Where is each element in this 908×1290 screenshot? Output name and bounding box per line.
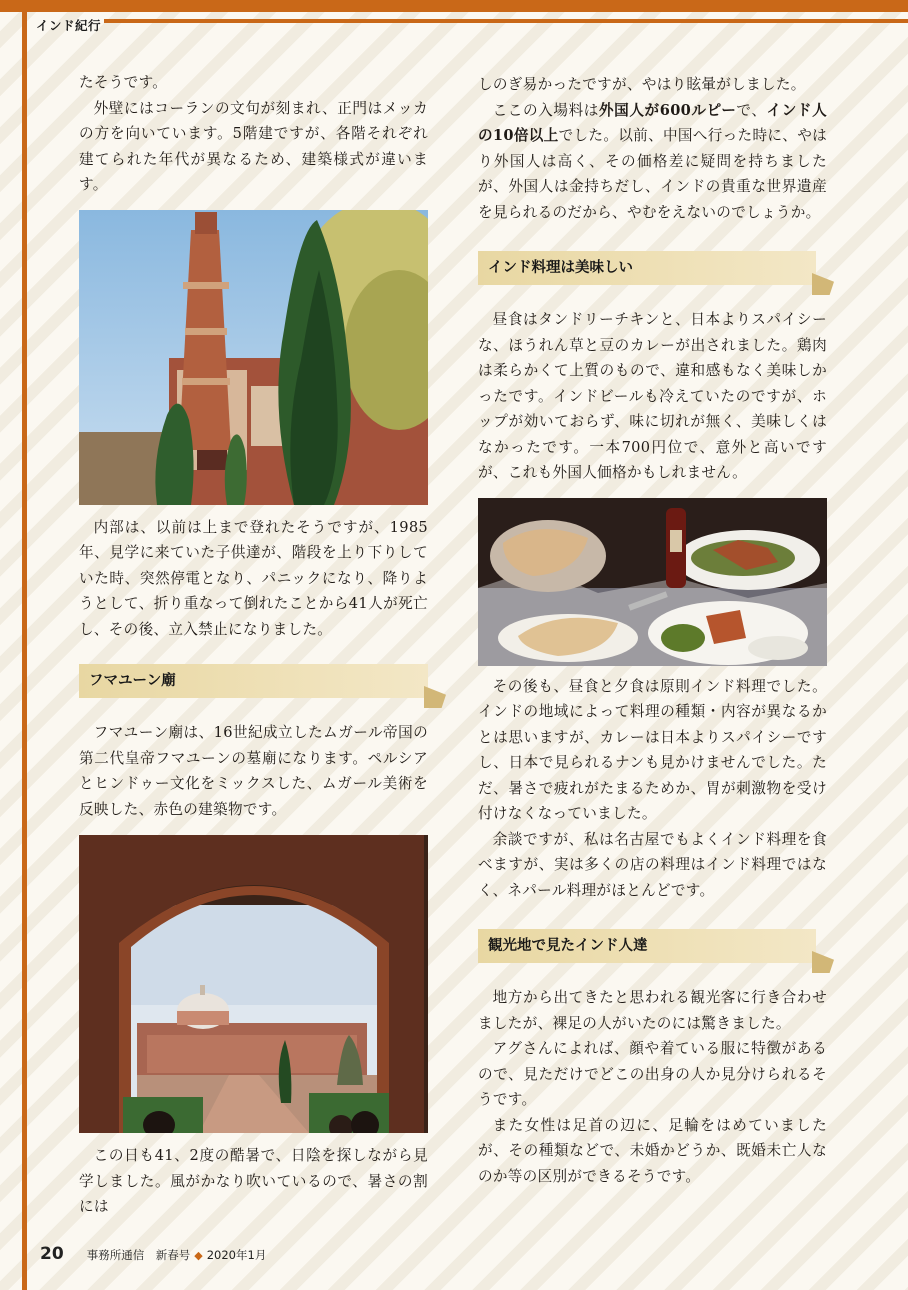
heading-indian-food xyxy=(478,251,816,285)
right-para-2-mid: で、 xyxy=(736,101,767,119)
left-para-3: 内部は、以前は上まで登れたそうですが、1985年、見学に来ていた子供達が、階段を上り下りしていた時、突然停電となり、パニックになり、降りようとして、折り重なって倒れたことから41人が死亡し、その後、立入禁止になりました。 xyxy=(79,518,428,638)
right-para-2 xyxy=(478,98,827,226)
heading-ribbon-fold xyxy=(812,273,834,295)
left-para-1: たそうです。 xyxy=(79,74,168,91)
right-para-2-pre: ここの入場料は xyxy=(492,101,599,119)
page-number: 20 xyxy=(40,1244,64,1264)
right-para-5: 余談ですが、私は名古屋でもよくインド料理を食べますが、実は多くの店の料理はインド料理ではなく、ネパール料理がほとんどです。 xyxy=(478,830,827,899)
right-para-7: アグさんによれば、顔や着ている服に特徴があるので、見ただけでどこの出身の人か見分けられるそうです。 xyxy=(478,1040,827,1108)
right-para-3: 昼食はタンドリーチキンと、日本よりスパイシーな、ほうれん草と豆のカレーが出されました。鶏肉は柔らかくて上質のもので、違和感もなく美味しかったです。インドビールも冷えていたのですが、ホップが効いておらず、味に切れが無く、美味しくはなかったです。一本700円位で、意外と高いですが、これも外国人価格かもしれません。 xyxy=(478,311,827,481)
heading-indian-food-text: インド料理は美味しい xyxy=(488,260,633,276)
left-para-5: この日も41、2度の酷暑で、日陰を探しながら見学しました。風がかなり吹いているので、暑さの割には xyxy=(79,1147,428,1215)
diamond-icon: ◆ xyxy=(194,1249,203,1262)
right-para-4: その後も、昼食と夕食は原則インド料理でした。インドの地域によって料理の種類・内容が異なるかとは思いますが、カレーは日本よりスパイシーですし、日本で見られるナンも見かけませんでした。ただ、暑さで疲れがたまるためか、胃が刺激物を受け付けなくなっていました。 xyxy=(478,677,827,822)
top-accent-bar xyxy=(0,0,908,12)
heading-indian-people xyxy=(478,929,816,963)
heading-humayun-tomb xyxy=(79,664,428,698)
heading-ribbon-fold xyxy=(812,951,834,973)
right-column xyxy=(478,72,827,1189)
left-accent-rule xyxy=(22,12,27,1290)
photo-qutub-minar xyxy=(79,210,428,505)
section-label: インド紀行 xyxy=(36,18,102,33)
left-para-4: フマユーン廟は、16世紀成立したムガール帝国の第二代皇帝フマユーンの墓廟になります。ペルシアとヒンドゥー文化をミックスした、ムガール美術を反映した、赤色の建築物です。 xyxy=(79,724,428,818)
right-para-8: また女性は足首の辺に、足輪をはめていましたが、その種類などで、未婚かどうか、既婚未亡人なのか等の区別ができるそうです。 xyxy=(478,1116,827,1185)
right-para-6: 地方から出てきたと思われる観光客に行き合わせましたが、裸足の人がいたのには驚きました。 xyxy=(478,989,827,1032)
photo-indian-meal xyxy=(478,498,827,666)
heading-ribbon-fold xyxy=(424,686,446,708)
publication-name: 事務所通信 新春号 xyxy=(86,1248,191,1262)
heading-indian-people-text: 観光地で見たインド人達 xyxy=(488,938,648,954)
photo-humayun-tomb xyxy=(79,835,428,1133)
left-column xyxy=(79,70,428,1220)
right-para-2-bold-2: インド人の10倍以上 xyxy=(478,101,828,144)
heading-humayun-text: フマユーン廟 xyxy=(89,673,176,689)
right-para-2-bold-1: 外国人が600ルピー xyxy=(598,101,737,119)
top-accent-line xyxy=(104,19,908,23)
right-para-2-post: でした。以前、中国へ行った時に、やはり外国人は高く、その価格差に疑問を持ちましたが、外国人は金持ちだし、インドの貴重な世界遺産を見られるのだから、やむをえないのでしょうか。 xyxy=(478,127,828,221)
publication-date: 2020年1月 xyxy=(206,1248,267,1262)
left-para-2: 外壁にはコーランの文句が刻まれ、正門はメッカの方を向いています。5階建ですが、各階それぞれ建てられた年代が異なるため、建築様式が違います。 xyxy=(79,99,428,193)
page-footer xyxy=(40,1244,266,1264)
right-para-1: しのぎ易かったですが、やはり眩暈がしました。 xyxy=(478,76,806,93)
